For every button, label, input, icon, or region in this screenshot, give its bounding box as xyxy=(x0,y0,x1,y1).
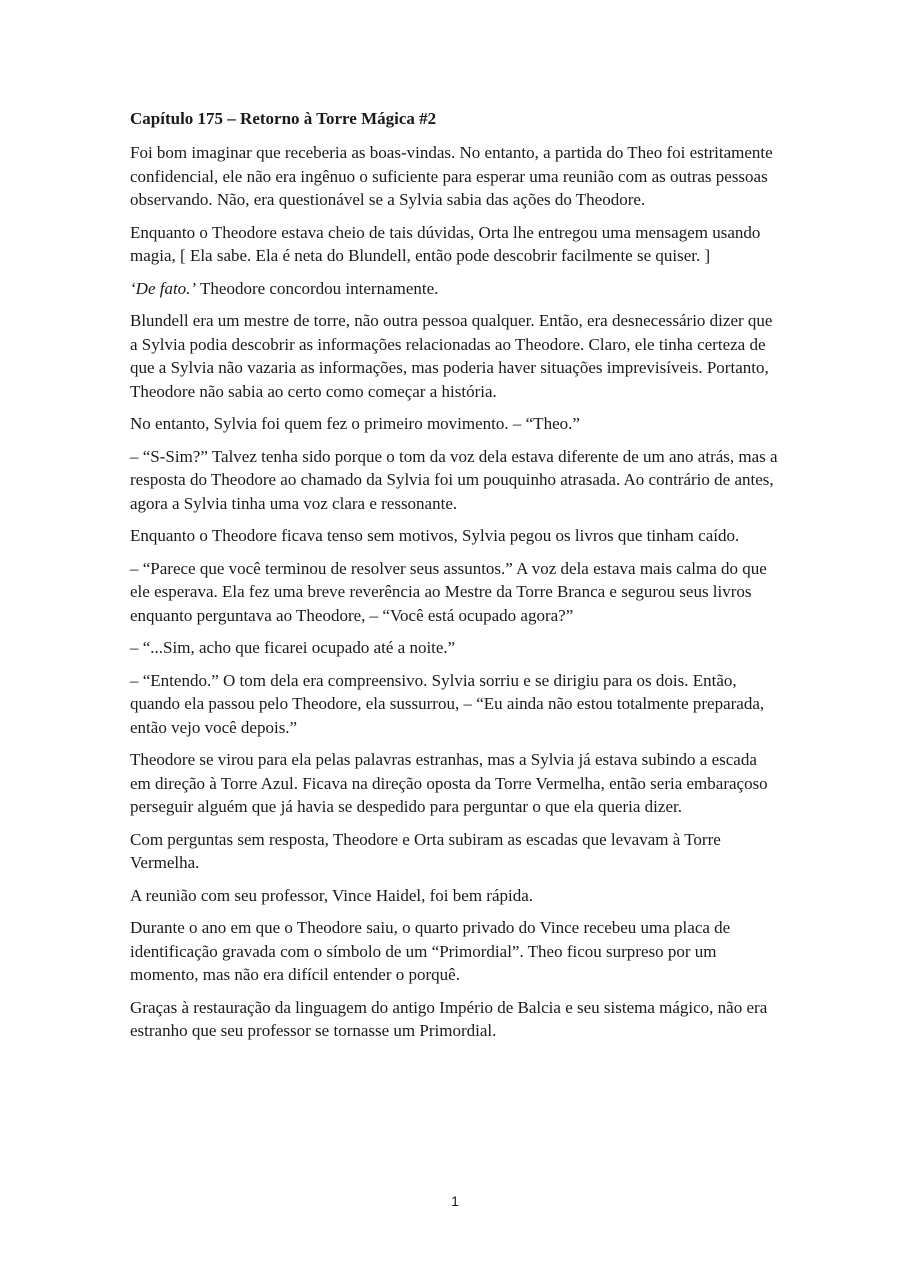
paragraph: – “S-Sim?” Talvez tenha sido porque o tom da voz dela estava diferente de um ano atrás, mas a resposta do Theodore ao chamado da Sylvia foi um pouquinho atrasada. Ao contrário de antes, agora a Sylvia tinha uma voz clara e ressonante. xyxy=(130,446,778,513)
paragraph: Blundell era um mestre de torre, não outra pessoa qualquer. Então, era desnecessário dizer que a Sylvia podia descobrir as informações relacionadas ao Theodore. Claro, ele tinha certeza de que a Sylvia não vazaria as informações, mas poderia haver situações imprevisíveis. Portanto, Theodore não sabia ao certo como começar a história. xyxy=(130,311,773,401)
paragraph: Foi bom imaginar que receberia as boas-vindas. No entanto, a partida do Theo foi estritamente confidencial, ele não era ingênuo o suficiente para esperar uma reunião com as outras pessoas observando. Não, era questionável se a Sylvia sabia das ações do Theodore. xyxy=(130,143,773,209)
paragraph: Theodore se virou para ela pelas palavras estranhas, mas a Sylvia já estava subindo a escada em direção à Torre Azul. Ficava na direção oposta da Torre Vermelha, então seria embaraçoso perseguir alguém que já havia se despedido para perguntar o que ela queria dizer. xyxy=(130,750,768,816)
chapter-title: Capítulo 175 – Retorno à Torre Mágica #2 xyxy=(130,109,437,128)
paragraph: No entanto, Sylvia foi quem fez o primeiro movimento. – “Theo.” xyxy=(130,414,580,433)
paragraph: A reunião com seu professor, Vince Haidel, foi bem rápida. xyxy=(130,885,534,905)
paragraph: Graças à restauração da linguagem do antigo Império de Balcia e seu sistema mágico, não era estranho que seu professor se tornasse um Primordial. xyxy=(130,997,768,1040)
paragraph: – “Entendo.” O tom dela era compreensivo. Sylvia sorriu e se dirigiu para os dois. Então, quando ela passou pelo Theodore, ela sussurrou, – “Eu ainda não estou totalmente preparada, então vejo você depois.” xyxy=(130,670,765,737)
paragraph: Enquanto o Theodore ficava tenso sem motivos, Sylvia pegou os livros que tinham caído. xyxy=(130,526,740,545)
paragraph: Com perguntas sem resposta, Theodore e Orta subiram as escadas que levavam à Torre Vermelha. xyxy=(130,829,721,872)
document-body xyxy=(130,106,780,1052)
paragraph: Enquanto o Theodore estava cheio de tais dúvidas, Orta lhe entregou uma mensagem usando magia, [ Ela sabe. Ela é neta do Blundell, então pode descobrir facilmente se quiser. ] xyxy=(130,222,761,265)
page-number: 1 xyxy=(451,1193,459,1209)
italic-phrase: ‘De fato.’ xyxy=(130,278,197,298)
paragraph: Durante o ano em que o Theodore saiu, o quarto privado do Vince recebeu uma placa de identificação gravada com o símbolo de um “Primordial”. Theo ficou surpreso por um momento, mas não era difícil entender o porquê. xyxy=(130,918,731,984)
paragraph: – “...Sim, acho que ficarei ocupado até a noite.” xyxy=(130,638,456,657)
paragraph: ‘De fato.’ Theodore concordou internamente. xyxy=(130,278,439,298)
paragraph: – “Parece que você terminou de resolver seus assuntos.” A voz dela estava mais calma do que ele esperava. Ela fez uma breve reverência ao Mestre da Torre Branca e segurou seus livros enquanto perguntava ao Theodore, – “Você está ocupado agora?” xyxy=(130,558,767,625)
